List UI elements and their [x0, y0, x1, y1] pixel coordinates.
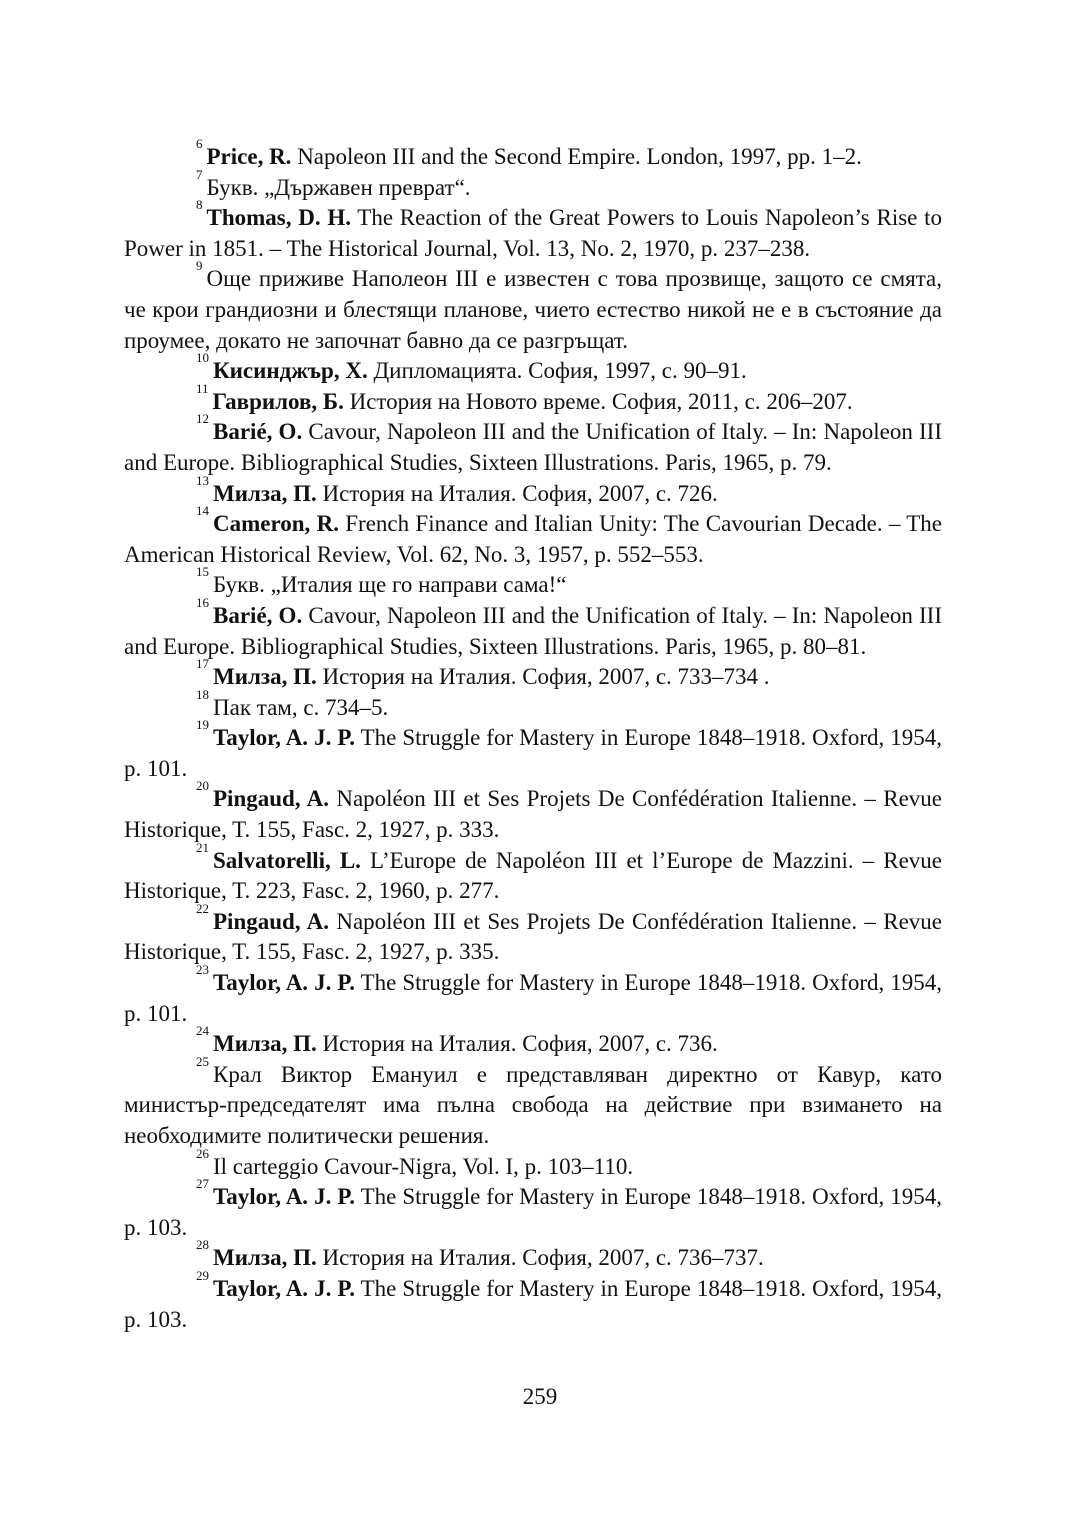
footnote-text: L’Europe de Napoléon III et l’Europe de Mazzini. – Revue Historique, T. 223, Fasc. 2, 1960, p. 277.: [124, 847, 943, 904]
footnote: [124, 472, 942, 510]
footnote-author: Гаврилов, Б.: [212, 388, 344, 414]
footnote-author: Милза, П.: [213, 480, 317, 506]
footnote: [124, 564, 942, 601]
footnote-text: Крал Виктор Емануил е представляван директно от Кавур, като министър-председателят има пълна свобода на действие при взимането на необходимите политически решения.: [124, 1061, 942, 1148]
footnote-author: Милза, П.: [213, 1031, 317, 1057]
footnote-number: 25: [196, 1053, 209, 1069]
footnote-text: История на Италия. София, 2007, с. 726.: [322, 480, 718, 506]
footnote-text: Пак там, с. 734–5.: [213, 694, 389, 720]
footnote: [124, 1267, 942, 1335]
footnote: [124, 1237, 942, 1274]
footnote-author: Taylor, A. J. P.: [213, 1184, 356, 1210]
footnote-text: История на Италия. София, 2007, с. 733–734 .: [322, 664, 770, 690]
footnote-author: Милза, П.: [213, 664, 317, 690]
footnote-number: 9: [196, 258, 203, 274]
footnote-author: Cameron, R.: [213, 511, 339, 537]
footnote-text: Cavour, Napoleon III and the Unification of Italy. – In: Napoleon III and Europe. Bibliographical Studies, Sixteen Illustrations. Paris, 1965, p. 79.: [124, 419, 943, 475]
footnote-text: Cavour, Napoleon III and the Unification of Italy. – In: Napoleon III and Europe. Bibliographical Studies, Sixteen Illustrations. Paris, 1965, p. 80–81.: [124, 602, 943, 659]
footnote-text: The Struggle for Mastery in Europe 1848–1918. Oxford, 1954, p. 103.: [124, 1184, 942, 1240]
footnote: [124, 900, 943, 968]
footnote-number: 27: [196, 1176, 209, 1192]
footnote-author: Pingaud, A.: [213, 908, 329, 934]
footnote-text: The Struggle for Mastery in Europe 1848–1918. Oxford, 1954, p. 103.: [124, 1275, 942, 1332]
footnote-text: Дипломацията. София, 1997, с. 90–91.: [373, 358, 747, 384]
footnote: [124, 656, 942, 693]
footnote-author: Милза, П.: [213, 1245, 317, 1271]
footnote-number: 24: [196, 1023, 209, 1039]
footnote-number: 22: [196, 900, 209, 916]
footnote-text: Il carteggio Cavour-Nigra, Vol. I, p. 103–110.: [213, 1153, 634, 1179]
footnote-text: The Struggle for Mastery in Europe 1848–1918. Oxford, 1954, p. 101.: [124, 970, 942, 1026]
footnote: [124, 1176, 942, 1243]
footnote-author: Salvatorelli, L.: [213, 847, 361, 873]
footnote-text: Букв. „Държавен преврат“.: [206, 174, 471, 200]
footnote-number: 26: [196, 1145, 209, 1161]
footnote: [124, 166, 942, 204]
footnote: [124, 197, 942, 264]
footnote: [124, 503, 942, 570]
footnote-number: 6: [196, 136, 203, 151]
footnote-author: Pingaud, A.: [213, 786, 329, 812]
footnote-text: История на Италия. София, 2007, с. 736–737.: [322, 1245, 764, 1271]
footnote-author: Barié, O.: [213, 419, 303, 445]
footnote: [124, 594, 943, 662]
footnote-author: Кисинджър, Х.: [213, 358, 368, 384]
footnote: [124, 1023, 942, 1060]
footnote: [124, 136, 942, 173]
footnote: [124, 380, 942, 418]
footnote: [124, 717, 942, 784]
footnote-number: 17: [196, 656, 209, 672]
page-number: 259: [522, 1384, 558, 1409]
footnote-author: Price, R.: [206, 144, 292, 169]
footnote-number: 18: [196, 686, 209, 702]
footnote-number: 28: [196, 1237, 209, 1253]
footnote-text: The Struggle for Mastery in Europe 1848–1918. Oxford, 1954, p. 101.: [124, 725, 942, 781]
footnote-number: 12: [196, 411, 209, 427]
footnote: [124, 778, 943, 845]
footnote: [124, 350, 942, 387]
footnote-text: Букв. „Италия ще го направи сама!“: [213, 572, 567, 598]
footnote: [124, 839, 943, 907]
footnote-number: 29: [196, 1267, 209, 1283]
footnote-number: 16: [196, 594, 209, 610]
footnote-text: История на Италия. София, 2007, с. 736.: [322, 1031, 718, 1057]
footnote: [124, 1053, 942, 1152]
footnote-number: 13: [196, 472, 209, 488]
footnote: [124, 258, 942, 356]
footnote-number: 10: [196, 350, 209, 366]
footnote-text: The Reaction of the Great Powers to Louis Napoleon’s Rise to Power in 1851. – The Historical Journal, Vol. 13, No. 2, 1970, p. 237–238.: [124, 205, 942, 261]
footnote-author: Barié, O.: [213, 602, 303, 628]
footnote-number: 15: [196, 564, 209, 580]
footnote-text: Napoléon III et Ses Projets De Confédération Italienne. – Revue Historique, T. 155, Fasc. 2, 1927, p. 333.: [124, 786, 943, 843]
footnote-number: 8: [196, 197, 203, 213]
footnote-author: Taylor, A. J. P.: [213, 970, 356, 996]
footnote: [124, 962, 942, 1029]
footnote-number: 11: [196, 380, 209, 396]
footnote-number: 7: [196, 166, 203, 182]
footnote-number: 14: [196, 503, 209, 519]
footnote-number: 20: [196, 778, 209, 794]
footnotes-list: [124, 136, 943, 1335]
footnote-number: 19: [196, 717, 209, 733]
footnote-author: Taylor, A. J. P.: [213, 725, 356, 751]
footnote-text: Още приживе Наполеон III е известен с това прозвище, защото се смята, че крои грандиозни и блестящи планове, чието естество никой не е в състояние да проумее, докато не започнат бавно да се разгръщат.: [124, 266, 942, 353]
footnote-author: Taylor, A. J. P.: [213, 1275, 356, 1301]
footnote-number: 21: [196, 839, 209, 855]
footnote-text: Napoléon III et Ses Projets De Confédération Italienne. – Revue Historique, T. 155, Fasc. 2, 1927, p. 335.: [124, 908, 943, 965]
footnote-text: French Finance and Italian Unity: The Cavourian Decade. – The American Historical Review, Vol. 62, No. 3, 1957, p. 552–553.: [124, 511, 942, 567]
footnote: [124, 686, 942, 724]
footnote-text: Napoleon III and the Second Empire. London, 1997, pp. 1–2.: [297, 144, 862, 169]
footnote-text: История на Новото време. София, 2011, с. 206–207.: [349, 388, 853, 414]
footnote: [124, 1145, 942, 1183]
footnote: [124, 411, 943, 478]
footnote-number: 23: [196, 962, 209, 978]
footnote-author: Thomas, D. H.: [206, 205, 351, 231]
